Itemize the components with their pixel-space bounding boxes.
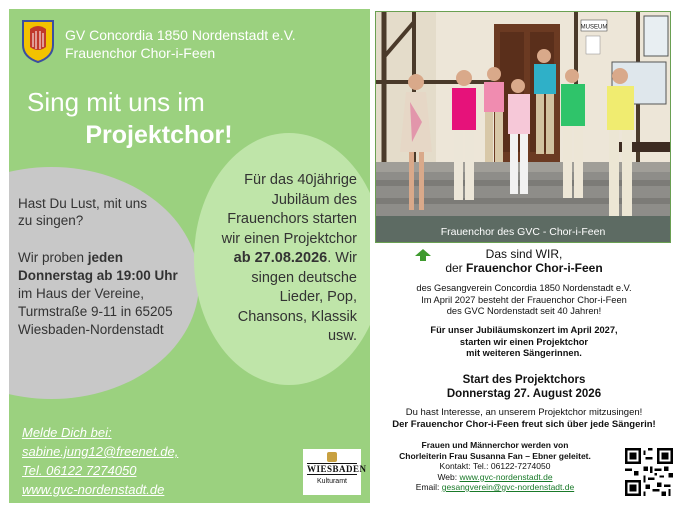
anniversary-date: ab 27.08.2026 [233, 250, 328, 266]
contact-phone-link[interactable]: Tel. 06122 7274050 [22, 463, 137, 478]
footer-web-row [375, 472, 615, 483]
director-line1: Frauen und Männerchor werden von [421, 440, 569, 450]
intro-text [375, 283, 673, 318]
poster-left-panel [9, 9, 370, 503]
wir-subheading [375, 261, 673, 275]
anniversary-text-c: . Wir singen deutsche Lieder, Pop, Chansons, Klassik usw. [237, 250, 357, 344]
contact-email-link[interactable]: sabine.jung12@freenet.de, [22, 444, 179, 459]
footer-email-label: Email: [415, 482, 442, 492]
concert-line: starten wir einen Projektchor [459, 336, 589, 347]
choir-photo [375, 11, 671, 243]
contact-block [22, 423, 178, 499]
footer-contact [375, 440, 615, 493]
contact-website-link[interactable]: www.gvc-nordenstadt.de [22, 482, 165, 497]
intro-line: des Gesangverein Concordia 1850 Nordenstadt e.V. [416, 283, 632, 293]
intro-line: Im April 2027 besteht der Frauenchor Chor-i-Feen [421, 294, 627, 305]
rehearsal-location: im Haus der Vereine, Turmstraße 9-11 in 65205 Wiesbaden-Nordenstadt [18, 286, 173, 337]
footer-web-label: Web: [437, 471, 460, 482]
footer-web-link[interactable]: www.gvc-nordenstadt.de [459, 471, 553, 482]
wir-heading: Das sind WIR, [485, 247, 563, 261]
choir-photo-illustration [376, 12, 671, 243]
crown-icon [327, 452, 337, 462]
intro-line: des GVC Nordenstadt seit 40 Jahren! [446, 306, 602, 316]
logo-kulturamt-text: Kulturamt [317, 478, 347, 485]
concert-line: mit weiteren Sängerinnen. [466, 348, 582, 358]
logo-wiesbaden-text: WIESBADEN [307, 464, 367, 474]
choir-name: Frauenchor Chor-i-Feen [65, 45, 216, 61]
museum-sign: MUSEUM [580, 24, 608, 31]
footer-email-row [375, 482, 615, 493]
footer-email-link[interactable]: gesangverein@gvc-nordenstadt.de [441, 482, 575, 492]
contact-heading: Melde Dich bei: [22, 425, 112, 440]
welcome-text: Der Frauenchor Chor-i-Feen freut sich über jede Sängerin! [392, 419, 656, 430]
concert-text [375, 325, 673, 360]
start-date: Donnerstag 27. August 2026 [446, 388, 602, 400]
wir-subheading-name: Frauenchor Chor-i-Feen [466, 261, 603, 275]
photo-caption: Frauenchor des GVC - Chor-i-Feen [440, 226, 606, 238]
rehearsal-info-a: Wir proben [18, 250, 88, 265]
headline-projektchor: Projektchor! [85, 121, 233, 149]
anniversary-text-a: Für das 40jährige Jubiläum des Frauenchors starten wir einen Projektchor [221, 172, 357, 247]
footer-phone: Kontakt: Tel.: 06122-7274050 [439, 461, 551, 471]
question-text: Hast Du Lust, mit uns zu singen? [18, 196, 148, 228]
qr-code-icon[interactable] [625, 448, 673, 496]
concert-line: Für unser Jubiläumskonzert im April 2027, [430, 325, 618, 335]
rehearsal-info [18, 249, 178, 339]
wiesbaden-kulturamt-logo [303, 449, 367, 495]
anniversary-text [214, 171, 357, 347]
director-line2: Chorleiterin Frau Susanna Fan – Ebner geleitet. [399, 450, 591, 461]
interest-text: Du hast Interesse, an unserem Projektchor mitzusingen! [405, 407, 643, 418]
club-name: GV Concordia 1850 Nordenstadt e.V. [65, 27, 296, 43]
headline-sing: Sing mit uns im [27, 87, 205, 117]
wir-subheading-prefix: der [445, 261, 466, 275]
rehearsal-time: jeden Donnerstag ab 19:00 Uhr [18, 250, 178, 283]
club-crest-icon [21, 19, 55, 63]
start-heading: Start des Projektchors [462, 374, 586, 386]
